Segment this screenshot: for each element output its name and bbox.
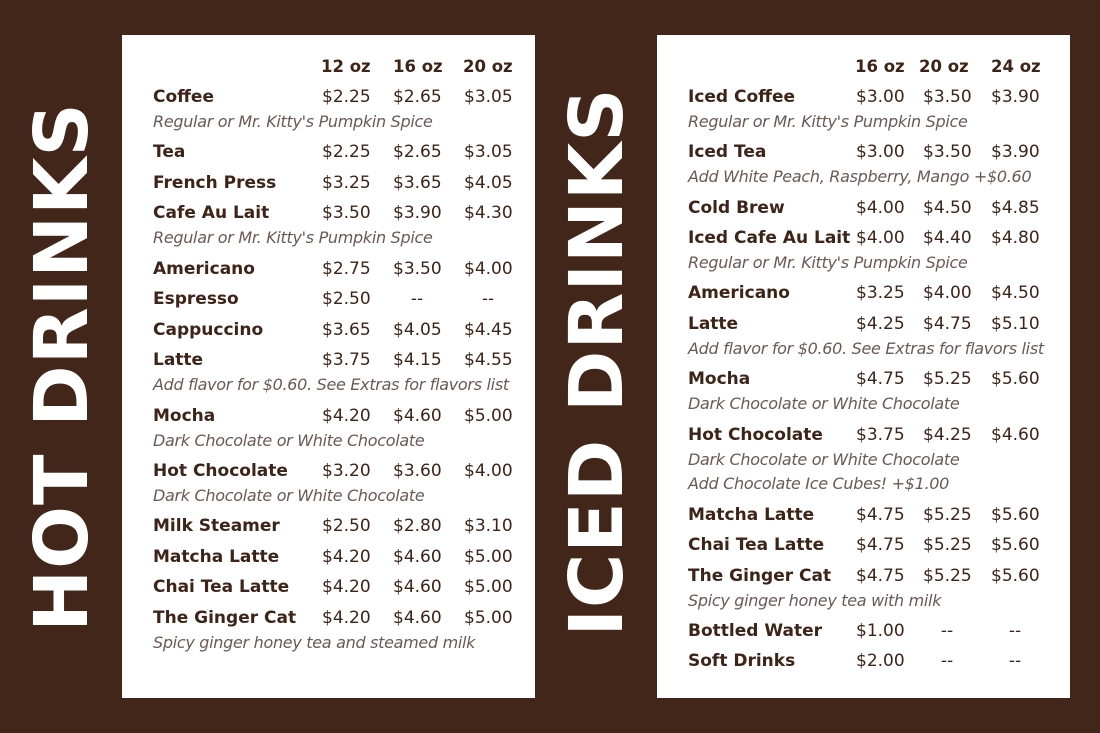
iced-item-price: $4.75 bbox=[923, 313, 972, 334]
iced-item-price: $4.50 bbox=[991, 283, 1040, 304]
iced-item-description: Spicy ginger honey tea with milk bbox=[688, 590, 942, 610]
iced-drinks-title: ICED DRINKS bbox=[554, 87, 640, 637]
hot-item-description: Dark Chocolate or White Chocolate bbox=[153, 485, 425, 505]
iced-item-price: $4.80 bbox=[991, 228, 1040, 249]
hot-item-price: -- bbox=[410, 289, 424, 310]
hot-item-name: Mocha bbox=[153, 405, 216, 426]
hot-item-name: Milk Steamer bbox=[153, 516, 280, 536]
hot-item-price: $4.20 bbox=[322, 405, 371, 426]
hot-item-price: $2.25 bbox=[322, 142, 371, 163]
hot-item-description: Regular or Mr. Kitty's Pumpkin Spice bbox=[153, 112, 433, 131]
hot-item-price: $4.60 bbox=[393, 577, 442, 598]
iced-item-price: $3.00 bbox=[856, 142, 905, 163]
iced-item-name: Iced Coffee bbox=[688, 87, 796, 107]
iced-item-description: Add White Peach, Raspberry, Mango +$0.60 bbox=[688, 167, 1032, 187]
hot-item-name: Tea bbox=[153, 142, 186, 163]
hot-item-price: $3.90 bbox=[393, 203, 442, 224]
hot-item-price: $2.25 bbox=[322, 87, 371, 107]
iced-item-price: $4.40 bbox=[923, 228, 972, 249]
hot-item-name: French Press bbox=[153, 172, 277, 193]
hot-size-header: 12 oz bbox=[321, 57, 371, 76]
iced-item-price: $4.00 bbox=[923, 283, 972, 304]
iced-item-price: $4.60 bbox=[991, 424, 1040, 445]
hot-item-name: Latte bbox=[153, 350, 204, 371]
iced-item-price: $4.50 bbox=[923, 197, 972, 218]
iced-item-price: $5.60 bbox=[991, 504, 1040, 525]
hot-item-price: $3.20 bbox=[322, 460, 371, 481]
hot-item-price: $4.05 bbox=[393, 319, 442, 340]
hot-item-price: $3.60 bbox=[393, 460, 442, 481]
hot-item-name: Americano bbox=[153, 258, 255, 279]
iced-item-name: Mocha bbox=[688, 369, 751, 390]
iced-drinks-menu-panel bbox=[657, 35, 1070, 698]
hot-item-price: $3.50 bbox=[322, 203, 371, 224]
hot-item-price: -- bbox=[481, 289, 495, 310]
hot-item-price: $4.15 bbox=[393, 350, 442, 371]
hot-size-header: 16 oz bbox=[393, 57, 443, 76]
iced-item-price: -- bbox=[940, 651, 954, 672]
iced-item-name: Cold Brew bbox=[688, 197, 785, 218]
iced-item-price: $4.75 bbox=[856, 565, 905, 586]
hot-item-price: $4.45 bbox=[464, 319, 513, 340]
hot-item-price: $4.60 bbox=[393, 546, 442, 567]
iced-item-name: Americano bbox=[688, 283, 790, 304]
hot-item-description: Spicy ginger honey tea and steamed milk bbox=[153, 632, 476, 652]
hot-item-price: $5.00 bbox=[464, 546, 513, 567]
hot-item-price: $3.50 bbox=[393, 258, 442, 279]
hot-item-price: $2.50 bbox=[322, 289, 371, 310]
iced-item-price: $1.00 bbox=[856, 620, 905, 641]
hot-item-name: Cafe Au Lait bbox=[153, 203, 270, 224]
iced-item-price: $4.25 bbox=[923, 424, 972, 445]
hot-item-price: $2.50 bbox=[322, 516, 371, 536]
hot-item-price: $5.00 bbox=[464, 405, 513, 426]
iced-item-name: Chai Tea Latte bbox=[688, 535, 825, 556]
hot-drinks-title: HOT DRINKS bbox=[19, 102, 105, 632]
hot-item-name: Chai Tea Latte bbox=[153, 577, 290, 598]
iced-size-header: 16 oz bbox=[855, 57, 905, 76]
iced-item-description: Dark Chocolate or White Chocolate bbox=[688, 449, 960, 469]
hot-size-header: 20 oz bbox=[463, 57, 513, 76]
hot-item-price: $4.20 bbox=[322, 546, 371, 567]
hot-item-description: Dark Chocolate or White Chocolate bbox=[153, 430, 425, 450]
iced-item-price: $5.25 bbox=[923, 565, 972, 586]
iced-item-price: $5.25 bbox=[923, 504, 972, 525]
iced-item-price: $4.75 bbox=[856, 369, 905, 390]
iced-item-price: -- bbox=[1008, 620, 1022, 641]
hot-item-price: $4.60 bbox=[393, 607, 442, 628]
iced-item-price: $5.60 bbox=[991, 565, 1040, 586]
iced-size-header: 20 oz bbox=[919, 57, 969, 76]
hot-drinks-menu-panel bbox=[122, 35, 535, 698]
iced-item-description: Add Chocolate Ice Cubes! +$1.00 bbox=[688, 474, 949, 494]
iced-item-price: $4.85 bbox=[991, 197, 1040, 218]
iced-item-name: Bottled Water bbox=[688, 620, 822, 641]
hot-item-price: $5.00 bbox=[464, 577, 513, 598]
iced-item-price: $3.90 bbox=[991, 87, 1040, 107]
iced-item-price: $5.25 bbox=[923, 535, 972, 556]
iced-size-header: 24 oz bbox=[991, 57, 1041, 76]
hot-item-price: $4.30 bbox=[464, 203, 513, 224]
hot-item-price: $3.05 bbox=[464, 87, 513, 107]
hot-item-price: $4.00 bbox=[464, 460, 513, 481]
iced-item-price: $5.60 bbox=[991, 535, 1040, 556]
iced-item-price: $4.00 bbox=[856, 197, 905, 218]
hot-item-price: $2.65 bbox=[393, 142, 442, 163]
iced-item-price: $4.25 bbox=[856, 313, 905, 334]
hot-item-name: Hot Chocolate bbox=[153, 460, 288, 481]
iced-item-price: $3.50 bbox=[923, 142, 972, 163]
hot-item-name: The Ginger Cat bbox=[153, 607, 297, 628]
hot-item-name: Coffee bbox=[153, 87, 214, 107]
iced-item-description: Add flavor for $0.60. See Extras for flavors list bbox=[688, 338, 1044, 358]
hot-item-price: $3.05 bbox=[464, 142, 513, 163]
hot-item-description: Add flavor for $0.60. See Extras for flavors list bbox=[153, 375, 509, 395]
iced-item-name: The Ginger Cat bbox=[688, 565, 832, 586]
hot-item-price: $3.65 bbox=[322, 319, 371, 340]
iced-item-name: Soft Drinks bbox=[688, 651, 796, 672]
hot-item-price: $5.00 bbox=[464, 607, 513, 628]
iced-item-price: $3.75 bbox=[856, 424, 905, 445]
hot-item-name: Cappuccino bbox=[153, 319, 264, 340]
hot-item-price: $4.55 bbox=[464, 350, 513, 371]
hot-item-name: Matcha Latte bbox=[153, 546, 280, 567]
iced-item-price: $4.75 bbox=[856, 535, 905, 556]
hot-item-price: $4.60 bbox=[393, 405, 442, 426]
hot-item-name: Espresso bbox=[153, 289, 239, 310]
hot-item-price: $3.75 bbox=[322, 350, 371, 371]
iced-item-description: Regular or Mr. Kitty's Pumpkin Spice bbox=[688, 253, 968, 273]
iced-item-name: Hot Chocolate bbox=[688, 424, 823, 445]
iced-item-name: Matcha Latte bbox=[688, 504, 815, 525]
hot-item-price: $4.05 bbox=[464, 172, 513, 193]
iced-item-price: $3.50 bbox=[923, 87, 972, 107]
hot-item-price: $2.65 bbox=[393, 87, 442, 107]
hot-item-price: $2.80 bbox=[393, 516, 442, 536]
iced-item-description: Regular or Mr. Kitty's Pumpkin Spice bbox=[688, 112, 968, 131]
iced-item-price: $3.90 bbox=[991, 142, 1040, 163]
iced-item-price: $4.75 bbox=[856, 504, 905, 525]
iced-item-price: $5.10 bbox=[991, 313, 1040, 334]
hot-item-price: $4.00 bbox=[464, 258, 513, 279]
iced-item-price: $5.25 bbox=[923, 369, 972, 390]
iced-item-price: -- bbox=[940, 620, 954, 641]
iced-item-name: Iced Cafe Au Lait bbox=[688, 228, 851, 249]
hot-item-price: $4.20 bbox=[322, 607, 371, 628]
iced-item-name: Latte bbox=[688, 313, 739, 334]
iced-item-name: Iced Tea bbox=[688, 142, 767, 163]
hot-item-price: $4.20 bbox=[322, 577, 371, 598]
iced-item-description: Dark Chocolate or White Chocolate bbox=[688, 394, 960, 414]
hot-item-price: $3.25 bbox=[322, 172, 371, 193]
iced-item-price: $2.00 bbox=[856, 651, 905, 672]
iced-item-price: $3.00 bbox=[856, 87, 905, 107]
hot-item-price: $2.75 bbox=[322, 258, 371, 279]
iced-item-price: $4.00 bbox=[856, 228, 905, 249]
iced-item-price: $5.60 bbox=[991, 369, 1040, 390]
iced-item-price: $3.25 bbox=[856, 283, 905, 304]
hot-item-price: $3.10 bbox=[464, 516, 513, 536]
hot-item-price: $3.65 bbox=[393, 172, 442, 193]
hot-item-description: Regular or Mr. Kitty's Pumpkin Spice bbox=[153, 228, 433, 248]
iced-item-price: -- bbox=[1008, 651, 1022, 672]
